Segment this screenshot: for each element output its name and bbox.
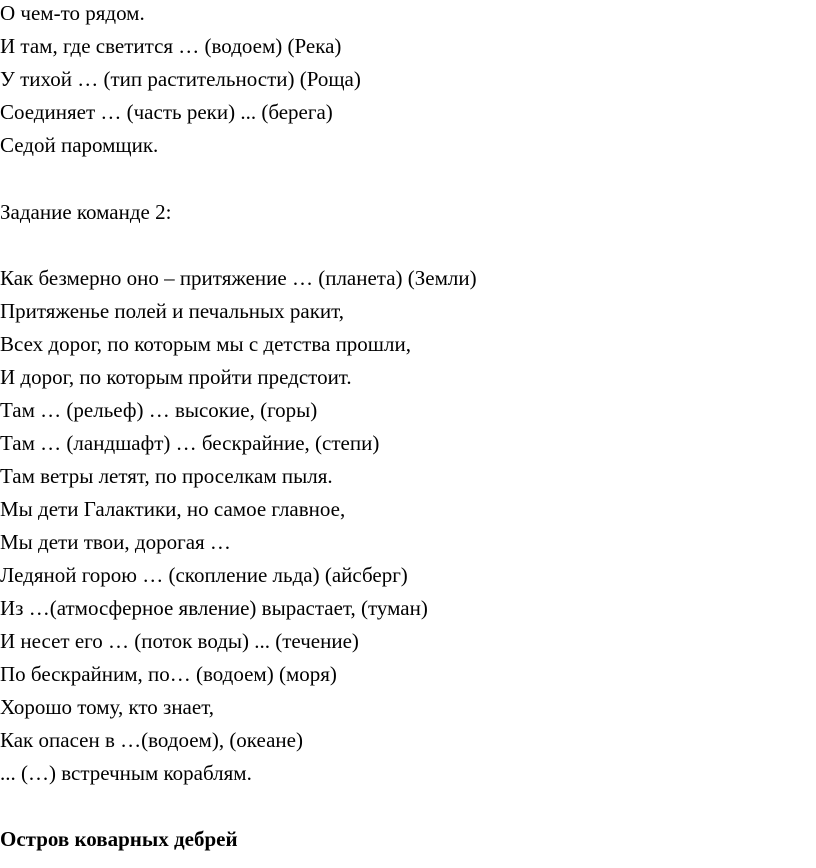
- poem-fragment-2: [0, 262, 477, 790]
- task-heading: Задание команде 2:: [0, 200, 172, 224]
- poem-line: У тихой … (тип растительности) (Роща): [0, 67, 361, 91]
- poem-line: ... (…) встречным кораблям.: [0, 761, 252, 785]
- poem-line: Хорошо тому, кто знает,: [0, 695, 215, 719]
- poem-fragment-1: [0, 0, 361, 162]
- section-heading: Остров коварных дебрей: [0, 827, 238, 851]
- poem-line: Ледяной горою … (скопление льда) (айсберг): [0, 563, 408, 587]
- task-heading-block: [0, 196, 171, 229]
- poem-line: Притяженье полей и печальных ракит,: [0, 299, 345, 323]
- poem-line: Как опасен в …(водоем), (океане): [0, 728, 303, 752]
- poem-line: По бескрайним, по… (водоем) (моря): [0, 662, 337, 686]
- poem-line: И там, где светится … (водоем) (Река): [0, 34, 342, 58]
- poem-line: Соединяет … (часть реки) ... (берега): [0, 100, 333, 124]
- poem-line: Там … (рельеф) … высокие, (горы): [0, 398, 318, 422]
- poem-line: И несет его … (поток воды) ... (течение): [0, 629, 359, 653]
- poem-line: О чем-то рядом.: [0, 1, 145, 25]
- poem-line: Мы дети Галактики, но самое главное,: [0, 497, 346, 521]
- poem-line: Там … (ландшафт) … бескрайние, (степи): [0, 431, 380, 455]
- poem-line: И дорог, по которым пройти предстоит.: [0, 365, 352, 389]
- poem-line: Седой паромщик.: [0, 133, 159, 157]
- poem-line: Мы дети твои, дорогая …: [0, 530, 231, 554]
- poem-line: Как безмерно оно – притяжение … (планета) (Земли): [0, 266, 477, 290]
- section-heading-block: [0, 823, 238, 856]
- poem-line: Всех дорог, по которым мы с детства прошли,: [0, 332, 411, 356]
- poem-line: Из …(атмосферное явление) вырастает, (туман): [0, 596, 428, 620]
- poem-line: Там ветры летят, по проселкам пыля.: [0, 464, 333, 488]
